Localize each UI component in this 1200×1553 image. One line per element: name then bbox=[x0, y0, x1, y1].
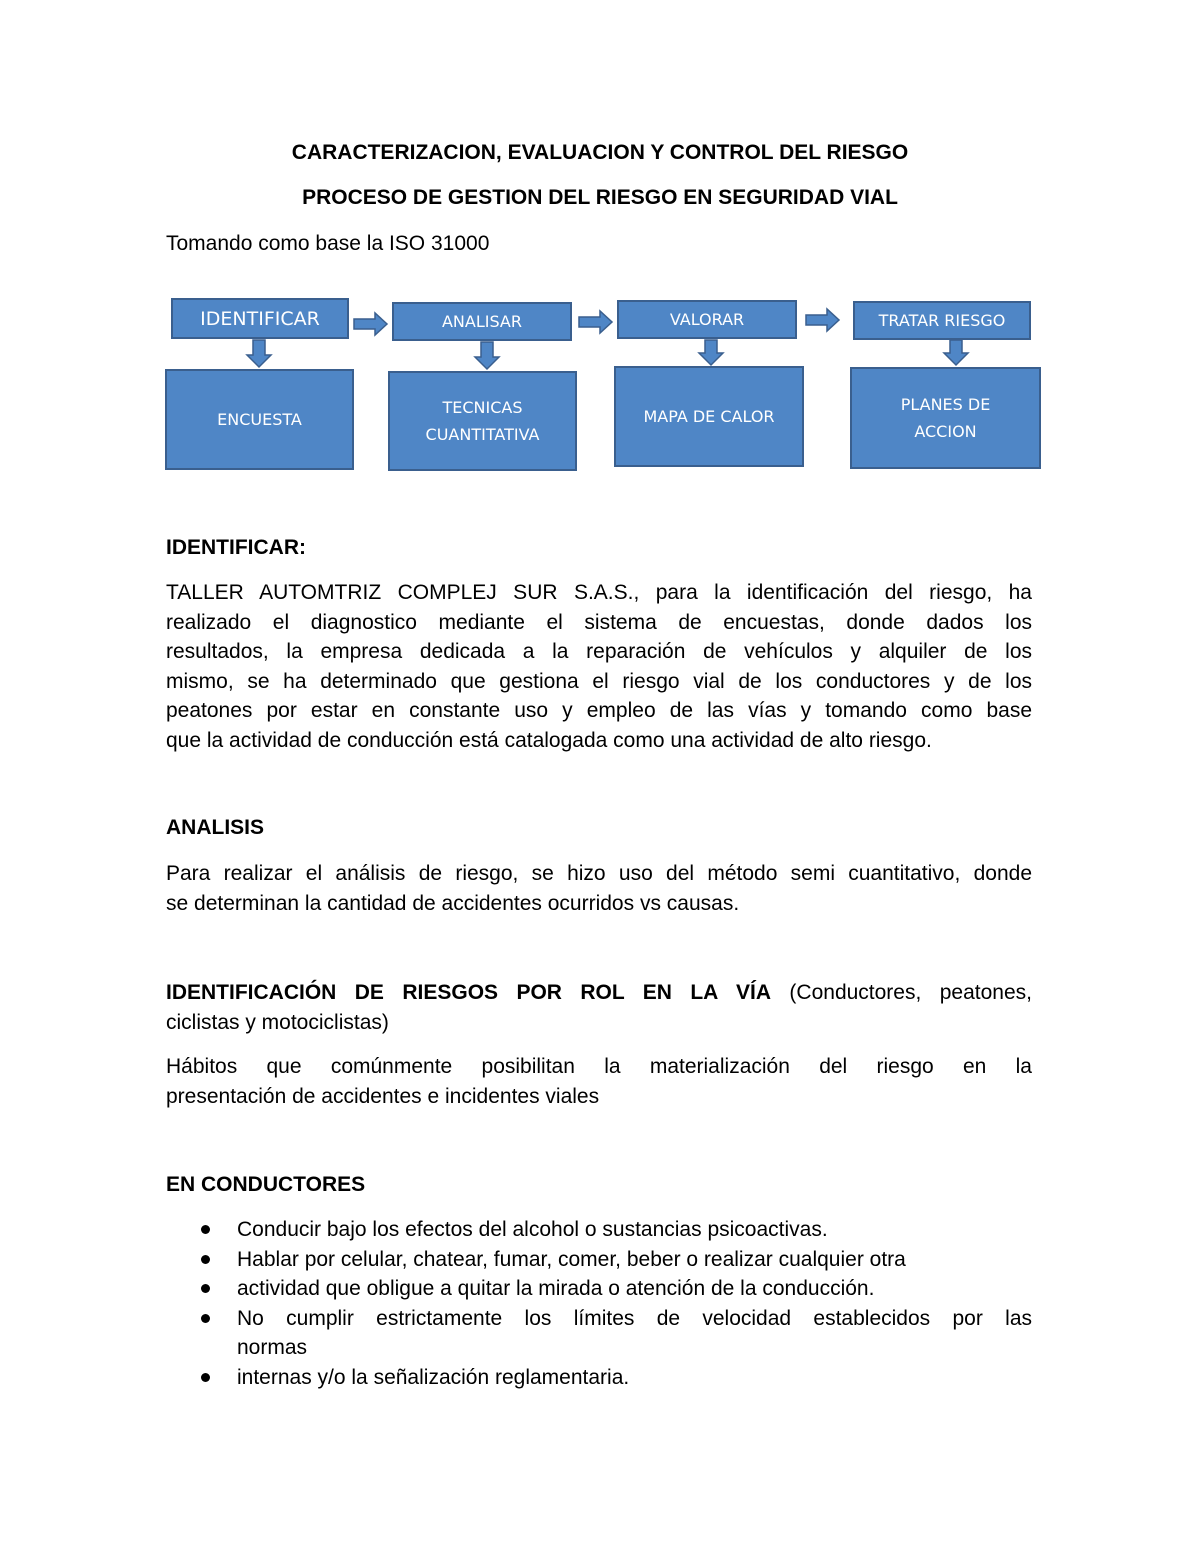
box-mapa-de-calor bbox=[614, 366, 804, 467]
section-heading-analisis: ANALISIS bbox=[166, 816, 265, 839]
paragraph-line: peatones por estar en constante uso y empleo de las vías y tomando como base bbox=[166, 699, 1032, 722]
right-arrow-icon bbox=[353, 311, 389, 337]
paragraph-line: que la actividad de conducción está catalogada como una actividad de alto riesgo. bbox=[166, 728, 932, 752]
paragraph-identificar bbox=[166, 578, 1032, 755]
roles-heading-line2: ciclistas y motociclistas) bbox=[166, 1010, 389, 1034]
paragraph-line: presentación de accidentes e incidentes viales bbox=[166, 1084, 600, 1108]
list-item: internas y/o la señalización reglamentaria. bbox=[166, 1363, 1032, 1393]
paragraph-line: realizado el diagnostico mediante el sistema de encuestas, donde dados los bbox=[166, 610, 1032, 634]
down-arrow-icon bbox=[697, 339, 725, 367]
section-heading-roles bbox=[166, 978, 1032, 1037]
base-text: Tomando como base la ISO 31000 bbox=[166, 232, 490, 255]
list-item: actividad que obligue a quitar la mirada o atención de la conducción. bbox=[166, 1274, 1032, 1304]
bullet-icon bbox=[201, 1284, 210, 1293]
down-arrow-icon bbox=[942, 339, 970, 367]
list-item: No cumplir estrictamente los límites de velocidad establecidos por las normas bbox=[166, 1304, 1032, 1363]
box-tecnicas-line2: CUANTITATIVA bbox=[425, 425, 540, 444]
bullet-icon bbox=[201, 1255, 210, 1264]
list-item: Conducir bajo los efectos del alcohol o sustancias psicoactivas. bbox=[166, 1215, 1032, 1245]
paragraph-line: TALLER AUTOMTRIZ COMPLEJ SUR S.A.S., para la identificación del riesgo, ha bbox=[166, 581, 1032, 604]
box-identificar: IDENTIFICAR bbox=[171, 298, 349, 339]
paragraph-line: resultados, la empresa dedicada a la reparación de vehículos y alquiler de los bbox=[166, 640, 1032, 663]
paragraph-line: se determinan la cantidad de accidentes ocurridos vs causas. bbox=[166, 891, 740, 915]
paragraph-analisis bbox=[166, 859, 1032, 918]
paragraph-line: Para realizar el análisis de riesgo, se hizo uso del método semi cuantitativo, donde bbox=[166, 862, 1032, 885]
bullet-icon bbox=[201, 1314, 210, 1323]
right-arrow-icon bbox=[805, 307, 841, 333]
box-valorar: VALORAR bbox=[617, 300, 797, 339]
list-item: Hablar por celular, chatear, fumar, comer, beber o realizar cualquier otra bbox=[166, 1245, 1032, 1275]
down-arrow-icon bbox=[473, 341, 501, 371]
box-encuesta bbox=[165, 369, 354, 470]
paragraph-line: Hábitos que comúnmente posibilitan la materialización del riesgo en la bbox=[166, 1055, 1032, 1078]
page-subtitle: PROCESO DE GESTION DEL RIESGO EN SEGURIDAD VIAL bbox=[302, 186, 898, 209]
box-analisar: ANALISAR bbox=[392, 302, 572, 341]
box-tratar-riesgo: TRATAR RIESGO bbox=[853, 301, 1031, 340]
box-mapa-label: MAPA DE CALOR bbox=[643, 407, 775, 426]
box-planes-line2: ACCION bbox=[914, 422, 977, 441]
paragraph-roles bbox=[166, 1052, 1032, 1111]
bullet-icon bbox=[201, 1373, 210, 1382]
right-arrow-icon bbox=[578, 309, 614, 335]
box-encuesta-label: ENCUESTA bbox=[217, 410, 302, 429]
down-arrow-icon bbox=[245, 339, 273, 369]
box-tecnicas-cuantitativa bbox=[388, 371, 577, 471]
conductores-list bbox=[166, 1215, 1032, 1392]
box-tecnicas-line1: TECNICAS bbox=[442, 398, 523, 417]
page-title: CARACTERIZACION, EVALUACION Y CONTROL DEL RIESGO bbox=[291, 141, 909, 164]
box-planes-de-accion bbox=[850, 367, 1041, 469]
roles-heading-bold: IDENTIFICACIÓN DE RIESGOS POR ROL EN LA VÍA bbox=[166, 981, 771, 1004]
roles-heading-rest: (Conductores, peatones, bbox=[789, 981, 1032, 1004]
box-planes-line1: PLANES DE bbox=[900, 395, 991, 414]
section-heading-identificar: IDENTIFICAR: bbox=[166, 536, 306, 559]
section-heading-conductores: EN CONDUCTORES bbox=[166, 1173, 366, 1196]
bullet-icon bbox=[201, 1225, 210, 1234]
paragraph-line: mismo, se ha determinado que gestiona el riesgo vial de los conductores y de los bbox=[166, 669, 1032, 693]
